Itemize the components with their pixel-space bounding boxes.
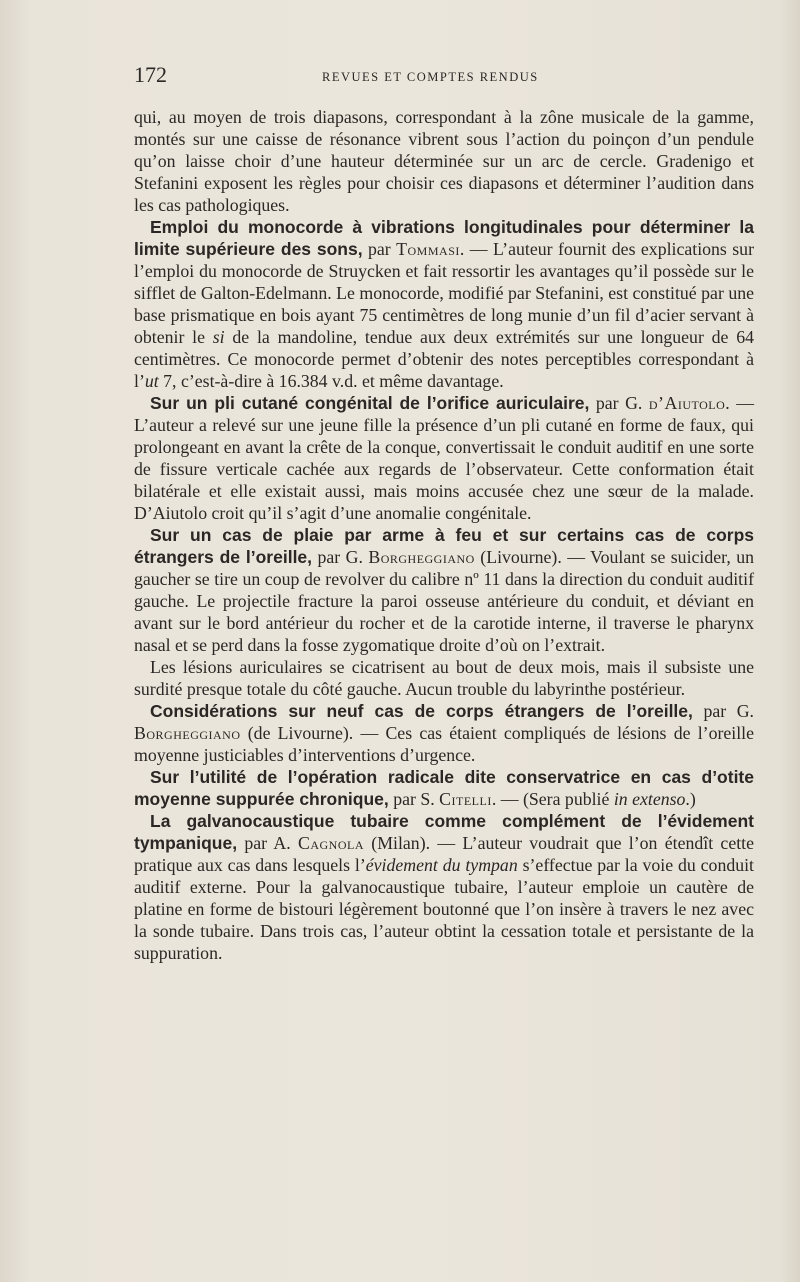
entry-corps-etrangers: [134, 700, 754, 766]
entry-evidement: évidement du tympan: [365, 855, 518, 875]
page-number: 172: [134, 62, 167, 87]
entry-text: (Livourne). — Voulant se suicider, un gaucher se tire un coup de revolver du calibre nº 11 dans la direction du conduit auditif gauche. Le projectile fracture la paroi osseuse antérieure du conduit, et déviant en avant sur le bord antérieur du rocher et de la carotide interne, il traverse le pharynx nasal et se perd dans la fosse zygomatique droite d’où on l’extrait.: [134, 547, 755, 655]
entry-title: Considérations sur neuf cas de corps étrangers de l’oreille,: [150, 701, 693, 721]
entry-text: . — L’auteur a relevé sur une jeune fille la présence d’un pli cutané en forme de faux, qui prolongeant en avant la crête de la conque, convertissait le conduit auditif en une sorte de fissure verticale cachée aux regards de l’observateur. Cette conformation était bilatérale et elle existait aussi, mais moins accusée chez une sœur de la malade. D’Aiutolo croit qu’il s’agit d’une anomalie congénitale.: [134, 393, 754, 523]
entry-author: d’Aiutolo: [648, 393, 726, 413]
running-title: REVUES ET COMPTES RENDUS: [322, 70, 539, 84]
entry-author: Borgheggiano: [368, 547, 475, 567]
entry-author: Tommasi: [396, 239, 460, 259]
entry-text: . — (Sera publié: [491, 789, 614, 809]
entry-galvanocaustique: [134, 810, 754, 964]
entry-by: par G.: [312, 547, 369, 567]
page-header: [134, 62, 754, 92]
entry-text: (de Livourne). — Ces cas étaient compliqués de lésions de l’oreille moyenne justiciables d’interventions d’urgence.: [134, 723, 754, 765]
entry-author: Cagnola: [297, 833, 364, 853]
entry-title: Sur l’utilité de l’opération radicale dite conservatrice en cas d’otite moyenne suppurée chronique,: [134, 767, 754, 809]
entry-author: Citelli: [439, 789, 492, 809]
entry-text: s’effectue par la voie du conduit auditif externe. Pour la galvanocaustique tubaire, l’auteur emploie un cautère de platine en forme de bistouri légèrement boutonné que l’on insère à travers le nez avec la sonde tubaire. Dans trois cas, l’auteur obtint la cessation totale et persistante de la suppuration.: [134, 855, 755, 963]
entry-operation-radicale: [134, 766, 754, 810]
entry-title: Sur un pli cutané congénital de l’orifice auriculaire,: [150, 393, 590, 413]
entry-in-extenso: in extenso: [613, 789, 686, 809]
entry-by: par S.: [388, 789, 440, 809]
entry-note-ut: ut: [144, 371, 159, 391]
entry-title: Sur un cas de plaie par arme à feu et sur certains cas de corps étrangers de l’oreille,: [134, 525, 754, 567]
entry-author: Borgheggiano: [134, 723, 241, 743]
entry-by: par A.: [237, 833, 298, 853]
entry-text: (Milan). — L’auteur voudrait que l’on étendît cette pratique aux cas dans lesquels l’: [134, 833, 754, 875]
entry-by: par G.: [692, 701, 754, 721]
entry-note-si: si: [212, 327, 225, 347]
article-body: [134, 106, 754, 964]
paragraph-lesions: Les lésions auriculaires se cicatrisent au bout de deux mois, mais il subsiste une surdité presque totale du côté gauche. Aucun trouble du labyrinthe postérieur.: [134, 657, 754, 699]
entry-by: par G.: [589, 393, 649, 413]
entry-text: . — L’auteur fournit des explications sur l’emploi du monocorde de Struycken et fait ressortir les avantages qu’il possède sur le sifflet de Galton-Edelmann. Le monocorde, modifié par Stefanini, est constitué par une base prismatique en bois ayant 75 centimètres de long munie d’un fil d’acier servant à obtenir le: [134, 239, 754, 347]
entry-plaie-arme: [134, 524, 754, 656]
paragraph-continuation: qui, au moyen de trois diapasons, correspondant à la zône musicale de la gamme, montés sur une caisse de résonance vibrent sous l’action du poinçon d’un pendule qu’on laisse choir d’une hauteur déterminée sur un arc de cercle. Gradenigo et Stefanini exposent les règles pour choisir ces diapasons et déterminer l’audition dans les cas pathologiques.: [134, 107, 754, 215]
entry-text: 7, c’est-à-dire à 16.384 v.d. et même davantage.: [158, 371, 504, 391]
entry-pli-cutane: [134, 392, 754, 524]
entry-text: .): [685, 789, 696, 809]
entry-text: de la mandoline, tendue aux deux extrémités sur une longueur de 64 centimètres. Ce monocorde permet d’obtenir des notes perceptibles correspondant à l’: [134, 327, 754, 391]
entry-by: par: [362, 239, 397, 259]
entry-title: Emploi du monocorde à vibrations longitudinales pour déterminer la limite supérieure des sons,: [134, 217, 754, 259]
entry-title: La galvanocaustique tubaire comme complément de l’évidement tympanique,: [134, 811, 754, 853]
entry-monocorde: [134, 216, 754, 392]
